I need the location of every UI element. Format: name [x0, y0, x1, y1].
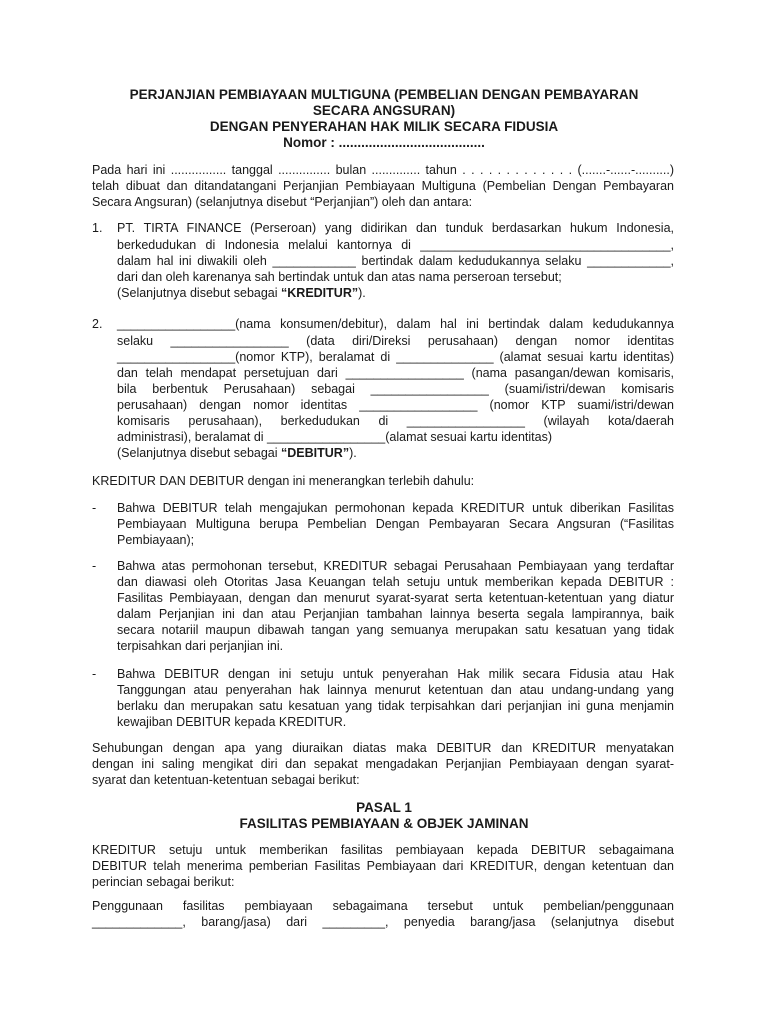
party2-closing: [117, 446, 674, 460]
debitur-label: “DEBITUR”: [281, 446, 350, 460]
pasal-1-para1-line-2: DEBITUR telah menerima pemberian Fasilitas Pembiayaan dari KREDITUR, dengan ketentuan dan: [92, 859, 674, 873]
pasal-1-para2-line-2: _____________, barang/jasa) dari _________, penyedia barang/jasa (selanjutnya disebut: [92, 915, 674, 929]
party2-line-4: dan telah mendapat persetujuan dari _________________ (nama pasangan/dewan komisaris,: [117, 366, 674, 380]
party1-closing-prefix: (Selanjutnya disebut sebagai: [117, 286, 282, 300]
recital-2-line-6: terpisahkan dari perjanjian ini.: [117, 639, 284, 653]
recital-3-line-1: Bahwa DEBITUR dengan ini setuju untuk penyerahan Hak milik secara Fidusia atau Hak: [117, 667, 674, 681]
pasal-1-para1-line-3: perincian sebagai berikut:: [92, 875, 235, 889]
closing-statement-line-1: Sehubungan dengan apa yang diuraikan diatas maka DEBITUR dan KREDITUR menyatakan: [92, 741, 674, 755]
party2-line-5: bila berbentuk Perusahaan) sebagai _________________ (suami/istri/dewan komisaris: [117, 382, 674, 396]
party2-line-8: administrasi), beralamat di _________________(alamat sesuai kartu identitas): [117, 430, 552, 444]
party1-number: 1.: [92, 221, 103, 235]
party2-closing-prefix: (Selanjutnya disebut sebagai: [117, 446, 282, 460]
recital-1-dash: -: [92, 501, 97, 515]
document-number-line: Nomor : .......................................: [283, 135, 485, 150]
party2-line-3: _________________(nomor KTP), beralamat di ______________ (alamat sesuai kartu identitas): [117, 350, 674, 364]
opening-line-3: Secara Angsuran) (selanjutnya disebut “Perjanjian”) oleh dan antara:: [92, 195, 473, 209]
party1-line-4: dari dan oleh karenanya sah bertindak untuk dan atas nama perseroan tersebut;: [117, 270, 562, 284]
recital-2-line-5: secara notariil maupun dibawah tangan yang semuanya merupakan satu kesatuan yang tidak: [117, 623, 674, 637]
recital-2-line-4: dalam Perjanjian ini dan atau Perjanjian tambahan lainnya beserta segala lampirannya, baik: [117, 607, 674, 621]
opening-line-2: telah dibuat dan ditandatangani Perjanjian Pembiayaan Multiguna (Pembelian Dengan Pembayaran: [92, 179, 674, 193]
document-title-line-3: DENGAN PENYERAHAN HAK MILIK SECARA FIDUSIA: [209, 119, 559, 134]
opening-line-1: Pada hari ini ................ tanggal ............... bulan .............. tahun . . . . . . . . . . . . . (.......-......-..........): [92, 163, 674, 177]
party2-line-1: _________________(nama konsumen/debitur), dalam hal ini bertindak dalam kedudukannya: [117, 317, 674, 331]
recital-1-line-1: Bahwa DEBITUR telah mengajukan permohonan kepada KREDITUR untuk diberikan Fasilitas: [117, 501, 674, 515]
recital-3-line-4: kewajiban DEBITUR kepada KREDITUR.: [117, 715, 347, 729]
recitals-intro: KREDITUR DAN DEBITUR dengan ini menerangkan terlebih dahulu:: [92, 474, 475, 488]
party1-closing: [117, 286, 674, 300]
document-title-line-2: SECARA ANGSURAN): [312, 103, 456, 118]
recital-2-dash: -: [92, 559, 97, 573]
recital-1-line-3: Pembiayaan);: [117, 533, 195, 547]
recital-2-line-2: dan diawasi oleh Otoritas Jasa Keuangan telah setuju untuk memberikan kepada DEBITUR :: [117, 575, 674, 589]
party2-line-7: komisaris perusahaan), berkedudukan di _________________ (wilayah kota/daerah: [117, 414, 674, 428]
party1-line-1: PT. TIRTA FINANCE (Perseroan) yang didirikan dan tunduk berdasarkan hukum Indonesia,: [117, 221, 674, 235]
party2-number: 2.: [92, 317, 103, 331]
pasal-1-heading: PASAL 1: [356, 800, 412, 815]
pasal-1-para1-line-1: KREDITUR setuju untuk memberikan fasilitas pembiayaan kepada DEBITUR sebagaimana: [92, 843, 674, 857]
recital-3-line-3: berlaku dan merupakan satu kesatuan yang tidak terpisahkan dari perjanjian ini guna menjamin: [117, 699, 674, 713]
closing-statement-line-3: syarat dan ketentuan-ketentuan sebagai berikut:: [92, 773, 360, 787]
party1-closing-suffix: ).: [358, 286, 366, 300]
party2-line-2: selaku _________________ (data diri/Direksi perusahaan) dengan nomor identitas: [117, 334, 674, 348]
party2-line-6: perusahaan) dengan nomor identitas _________________ (nomor KTP suami/istri/dewan: [117, 398, 674, 412]
party1-line-3: dalam hal ini diwakili oleh ____________ bertindak dalam kedudukannya selaku ____________,: [117, 254, 674, 268]
party2-closing-suffix: ).: [349, 446, 357, 460]
recital-3-line-2: Tanggungan atau penyerahan hak lainnya menurut ketentuan dan atau undang-undang yang: [117, 683, 674, 697]
closing-statement-line-2: dengan ini saling mengikat diri dan sepakat mengadakan Perjanjian Pembiayaan dengan syarat-: [92, 757, 674, 771]
recital-3-dash: -: [92, 667, 97, 681]
recital-2-line-1: Bahwa atas permohonan tersebut, KREDITUR sebagai Perusahaan Pembiayaan yang terdaftar: [117, 559, 674, 573]
document-title-line-1: PERJANJIAN PEMBIAYAAN MULTIGUNA (PEMBELIAN DENGAN PEMBAYARAN: [129, 87, 639, 102]
kreditur-label: “KREDITUR”: [281, 286, 359, 300]
recital-1-line-2: Pembiayaan Multiguna berupa Pembelian Dengan Pembayaran Secara Angsuran (“Fasilitas: [117, 517, 674, 531]
recital-2-line-3: Fasilitas Pembiayaan, dengan dan menurut syarat-syarat serta ketentuan-ketentuan yang diatur: [117, 591, 674, 605]
pasal-1-subheading: FASILITAS PEMBIAYAAN & OBJEK JAMINAN: [239, 816, 529, 831]
party1-line-2: berkedudukan di Indonesia melalui kantornya di ____________________________________,: [117, 238, 674, 252]
pasal-1-para2-line-1: Penggunaan fasilitas pembiayaan sebagaimana tersebut untuk pembelian/penggunaan: [92, 899, 674, 913]
